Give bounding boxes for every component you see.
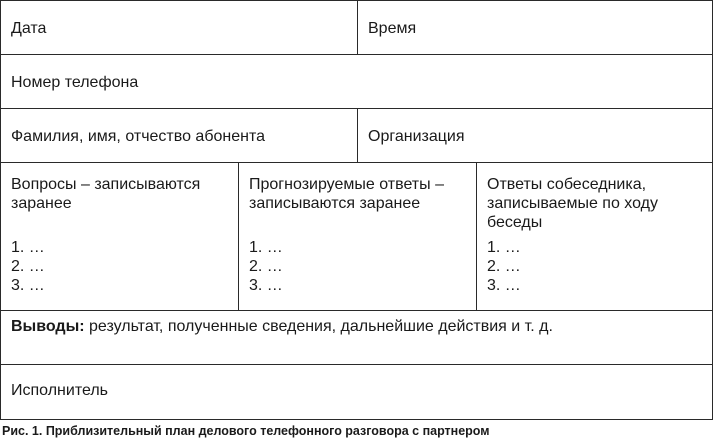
date-time-row xyxy=(1,1,712,55)
date-label: Дата xyxy=(11,20,47,37)
name-organization-row xyxy=(1,109,712,163)
executor-label: Исполнитель xyxy=(11,382,109,399)
conclusions-line xyxy=(11,317,553,336)
questions-column xyxy=(1,163,238,310)
list-item: 3. … xyxy=(249,277,283,294)
list-item: 1. … xyxy=(11,239,45,256)
interlocutor-answers-list xyxy=(487,238,521,295)
phone-row xyxy=(1,55,712,109)
list-item: 3. … xyxy=(11,277,45,294)
name-label: Фамилия, имя, отчество абонента xyxy=(11,128,265,145)
predicted-answers-header: Прогнозируемые ответы – записываются заранее xyxy=(249,176,444,212)
questions-answers-row xyxy=(1,163,712,311)
conclusions-row xyxy=(1,311,712,365)
conclusions-label: Выводы: xyxy=(11,318,85,335)
figure-caption: Рис. 1. Приблизительный план делового телефонного разговора с партнером xyxy=(2,424,490,438)
questions-list xyxy=(11,238,45,295)
conclusions-text: результат, полученные сведения, дальнейшие действия и т. д. xyxy=(84,318,553,335)
conclusions-cell xyxy=(1,311,712,364)
organization-cell xyxy=(357,109,712,162)
predicted-answers-list xyxy=(249,238,283,295)
phone-cell xyxy=(1,55,712,108)
predicted-answers-column xyxy=(238,163,476,310)
executor-row xyxy=(1,365,712,419)
list-item: 1. … xyxy=(487,239,521,256)
list-item: 2. … xyxy=(487,258,521,275)
executor-cell xyxy=(1,365,712,419)
list-item: 1. … xyxy=(249,239,283,256)
interlocutor-answers-header: Ответы собеседника, записываемые по ходу беседы xyxy=(487,176,659,231)
list-item: 3. … xyxy=(487,277,521,294)
list-item: 2. … xyxy=(11,258,45,275)
interlocutor-answers-column xyxy=(476,163,712,310)
phone-label: Номер телефона xyxy=(11,74,139,91)
questions-header: Вопросы – записываются заранее xyxy=(11,176,201,212)
organization-label: Организация xyxy=(368,128,465,145)
date-cell xyxy=(1,1,357,54)
name-cell xyxy=(1,109,357,162)
time-label: Время xyxy=(368,20,417,37)
time-cell xyxy=(357,1,712,54)
list-item: 2. … xyxy=(249,258,283,275)
